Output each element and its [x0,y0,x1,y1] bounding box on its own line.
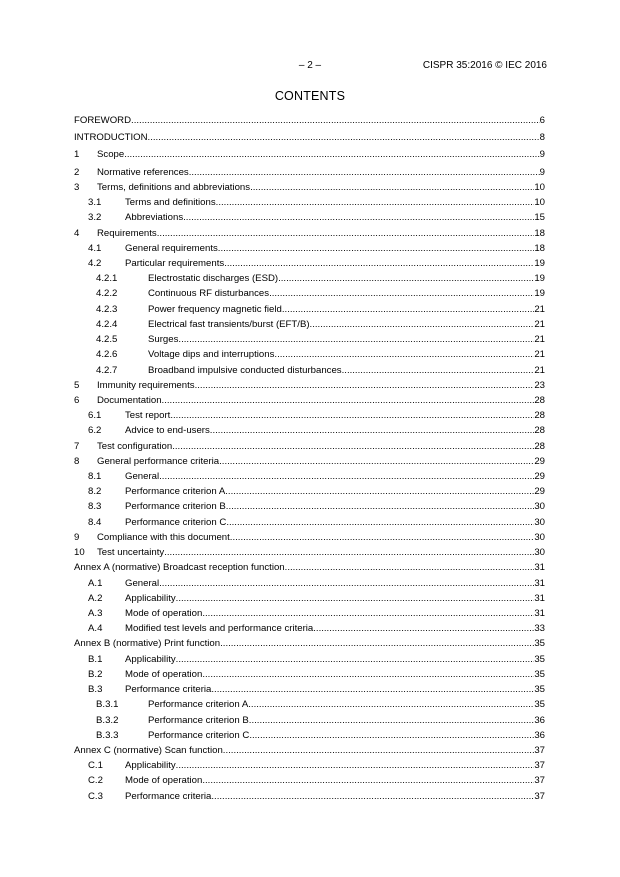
toc-entry-title: Annex A (normative) Broadcast reception function [74,562,285,574]
toc-entry[interactable] [74,113,545,128]
dot-leader [176,758,535,773]
toc-entry-title: Modified test levels and performance criteria [125,623,314,635]
toc-entry-page: 6 [539,115,545,126]
dot-leader [310,317,535,332]
toc-entry[interactable] [74,347,545,362]
dot-leader [223,743,535,758]
dot-leader [159,576,534,591]
dot-leader [176,591,535,606]
toc-entry-page: 18 [534,242,545,254]
toc-entry-number: 4.2.6 [96,349,118,361]
toc-entry[interactable] [74,271,545,286]
toc-entry-page: 19 [534,273,545,285]
toc-entry[interactable] [74,317,545,332]
dot-leader [157,226,535,241]
toc-entry[interactable] [74,165,545,180]
toc-entry-number: 4 [74,227,80,239]
toc-entry-title: Surges [148,334,179,346]
toc-entry-number: B.1 [88,653,103,665]
toc-entry-page: 21 [534,364,545,376]
toc-entry-page: 21 [534,349,545,361]
dot-leader [248,697,534,712]
dot-leader [170,408,534,423]
toc-entry-number: 5 [74,379,80,391]
toc-entry-page: 31 [534,577,545,589]
toc-entry[interactable] [74,363,545,378]
toc-entry-title: General requirements [125,242,218,254]
toc-entry-number: B.3.1 [96,699,119,711]
toc-entry-title: General [125,471,160,483]
toc-entry[interactable] [74,606,545,621]
toc-entry[interactable] [74,423,545,438]
toc-entry-number: 8.1 [88,471,102,483]
toc-entry-number: 4.2 [88,257,102,269]
toc-entry[interactable] [74,408,545,423]
toc-entry-page: 36 [534,729,545,741]
dot-leader [183,210,534,225]
toc-entry[interactable] [74,530,545,545]
toc-entry-number: A.3 [88,608,103,619]
toc-entry-title: Performance criterion A [148,699,249,711]
toc-entry[interactable] [74,743,545,758]
dot-leader [249,728,534,743]
toc-entry[interactable] [74,773,545,788]
toc-entry-page: 21 [534,318,545,330]
toc-entry-page: 31 [534,608,545,619]
standard-reference: CISPR 35:2016 © IEC 2016 [422,60,547,71]
toc-entry-number: 6.1 [88,410,102,422]
dot-leader [285,560,535,575]
dot-leader [220,636,534,651]
toc-entry-number: 8.4 [88,516,102,528]
toc-entry-page: 30 [534,531,545,543]
toc-entry-number: B.3.2 [96,714,119,726]
toc-entry-number: 4.2.7 [96,364,118,376]
toc-entry[interactable] [74,789,545,804]
toc-entry-title: INTRODUCTION [74,132,148,144]
toc-entry[interactable] [74,697,545,712]
dot-leader [342,363,535,378]
toc-entry-number: 8.3 [88,501,102,513]
toc-entry[interactable] [74,591,545,606]
toc-entry[interactable] [74,393,545,408]
dot-leader [164,545,534,560]
toc-entry[interactable] [74,545,545,560]
toc-entry-page: 10 [534,197,545,209]
toc-entry-title: Applicability [125,653,176,665]
toc-entry-title: Performance criterion B [125,501,226,513]
dot-leader [224,256,534,271]
toc-entry[interactable] [74,621,545,636]
toc-entry-number: B.3 [88,684,103,696]
toc-entry[interactable] [74,713,545,728]
toc-entry-number: 9 [74,531,80,543]
toc-entry-title: Annex B (normative) Print function [74,638,221,650]
toc-entry-page: 37 [534,790,545,802]
dot-leader [176,652,535,667]
toc-entry[interactable] [74,226,545,241]
toc-entry-title: Abbreviations [125,212,184,224]
dot-leader [230,530,535,545]
toc-entry-page: 36 [534,714,545,726]
toc-entry-page: 8 [539,132,545,144]
toc-entry-page: 30 [534,501,545,513]
toc-entry-page: 28 [534,394,545,406]
toc-entry-title: Electrical fast transients/burst (EFT/B) [148,318,310,330]
toc-entry-page: 37 [534,775,545,787]
toc-entry-page: 28 [534,425,545,437]
toc-entry-page: 37 [534,744,545,756]
toc-entry-number: A.1 [88,577,103,589]
toc-entry[interactable] [74,147,545,162]
dot-leader [218,241,535,256]
dot-leader [278,271,534,286]
toc-entry-title: Performance criteria [125,684,212,696]
toc-entry[interactable] [74,210,545,225]
toc-entry-page: 29 [534,486,545,498]
toc-entry-number: 4.2.2 [96,288,118,300]
toc-entry[interactable] [74,256,545,271]
toc-entry[interactable] [74,469,545,484]
toc-entry[interactable] [74,515,545,530]
dot-leader [124,147,539,162]
toc-entry[interactable] [74,454,545,469]
toc-entry-page: 30 [534,516,545,528]
toc-entry-page: 35 [534,684,545,696]
toc-entry-number: 4.2.1 [96,273,118,285]
toc-entry-page: 35 [534,668,545,680]
dot-leader [216,195,535,210]
toc-entry-number: C.1 [88,760,103,772]
toc-entry[interactable] [74,484,545,499]
toc-entry-page: 15 [534,212,545,224]
dot-leader [195,378,535,393]
toc-entry-title: Broadband impulsive conducted disturbances [148,364,342,376]
dot-leader [226,515,534,530]
toc-entry-page: 30 [534,547,545,559]
dot-leader [282,302,534,317]
toc-entry-title: Annex C (normative) Scan function [74,744,223,756]
dot-leader [274,347,534,362]
toc-entry-number: 10 [74,547,85,559]
toc-entry-page: 19 [534,257,545,269]
dot-leader [269,286,534,301]
toc-entry-title: Voltage dips and interruptions [148,349,275,361]
dot-leader [178,332,534,347]
toc-entry-title: Electrostatic discharges (ESD) [148,273,279,285]
toc-entry-title: Performance criterion B [148,714,249,726]
dot-leader [226,499,535,514]
toc-entry[interactable] [74,130,545,145]
toc-entry-title: Scope [97,149,125,161]
toc-entry-number: 3 [74,181,80,193]
toc-entry[interactable] [74,728,545,743]
dot-leader [313,621,534,636]
toc-entry[interactable] [74,378,545,393]
toc-entry-page: 35 [534,638,545,650]
dot-leader [249,713,535,728]
toc-entry-page: 31 [534,562,545,574]
toc-entry-title: Requirements [97,227,157,239]
dot-leader [210,423,535,438]
toc-entry-page: 23 [534,379,545,391]
dot-leader [202,606,534,621]
toc-entry-title: Test uncertainty [97,547,165,559]
toc-entry-number: 7 [74,440,80,452]
toc-entry-title: Test configuration [97,440,173,452]
toc-entry-page: 33 [534,623,545,635]
toc-entry-page: 9 [539,149,545,161]
toc-entry-number: 8.2 [88,486,102,498]
table-of-contents [74,113,545,804]
toc-entry-title: Terms, definitions and abbreviations [97,181,251,193]
toc-entry-title: Applicability [125,760,176,772]
dot-leader [211,682,534,697]
dot-leader [189,165,540,180]
toc-entry-page: 9 [539,166,545,178]
toc-entry-number: 8 [74,455,80,467]
toc-entry-number: B.2 [88,668,103,680]
toc-entry-title: FOREWORD [74,115,132,126]
toc-entry-page: 28 [534,410,545,422]
toc-entry[interactable] [74,576,545,591]
toc-entry-number: 3.1 [88,197,102,209]
dot-leader [159,469,534,484]
toc-entry-page: 18 [534,227,545,239]
toc-entry-number: C.3 [88,790,103,802]
toc-entry-number: 4.2.5 [96,334,118,346]
toc-entry-number: 1 [74,149,80,161]
toc-entry-title: Performance criterion C [148,729,250,741]
toc-entry-title: Continuous RF disturbances [148,288,270,300]
toc-entry-number: 4.2.4 [96,318,118,330]
dot-leader [172,439,534,454]
toc-entry-title: Performance criteria [125,790,212,802]
toc-entry[interactable] [74,241,545,256]
toc-entry[interactable] [74,302,545,317]
toc-entry-page: 21 [534,334,545,346]
toc-entry-title: Applicability [125,592,176,604]
toc-entry[interactable] [74,636,545,651]
toc-entry[interactable] [74,180,545,195]
toc-entry-page: 37 [534,760,545,772]
toc-entry-title: Power frequency magnetic field [148,303,282,315]
toc-entry[interactable] [74,758,545,773]
page-number: – 2 – [298,60,322,71]
toc-entry-title: Compliance with this document [97,531,230,543]
toc-entry-number: 4.1 [88,242,102,254]
toc-entry-number: B.3.3 [96,729,119,741]
toc-entry-page: 29 [534,455,545,467]
toc-entry-number: A.4 [88,623,103,635]
toc-entry-title: Immunity requirements [97,379,195,391]
toc-entry-number: 2 [74,166,80,178]
toc-entry-title: Normative references [97,166,189,178]
toc-entry-title: General performance criteria [97,455,220,467]
toc-entry-title: Advice to end-users [125,425,210,437]
dot-leader [131,113,540,128]
toc-entry-page: 19 [534,288,545,300]
toc-entry-title: Performance criterion A [125,486,226,498]
dot-leader [202,773,534,788]
contents-title: CONTENTS [274,89,346,103]
toc-entry-title: Mode of operation [125,668,203,680]
toc-entry-page: 35 [534,699,545,711]
toc-entry-number: 6 [74,394,80,406]
toc-entry-title: Performance criterion C [125,516,227,528]
toc-entry-title: Particular requirements [125,257,225,269]
toc-entry[interactable] [74,286,545,301]
dot-leader [225,484,534,499]
toc-entry-title: General [125,577,160,589]
toc-entry[interactable] [74,667,545,682]
toc-entry[interactable] [74,499,545,514]
toc-entry-number: A.2 [88,592,103,604]
toc-entry[interactable] [74,652,545,667]
dot-leader [219,454,534,469]
toc-entry-page: 31 [534,592,545,604]
dot-leader [162,393,535,408]
toc-entry-number: 3.2 [88,212,102,224]
toc-entry[interactable] [74,682,545,697]
dot-leader [202,667,534,682]
toc-entry-title: Terms and definitions [125,197,216,209]
toc-entry-number: 6.2 [88,425,102,437]
toc-entry-title: Mode of operation [125,775,203,787]
toc-entry-page: 35 [534,653,545,665]
toc-entry-title: Mode of operation [125,608,203,619]
toc-entry-page: 28 [534,440,545,452]
toc-entry-page: 29 [534,471,545,483]
dot-leader [211,789,534,804]
toc-entry[interactable] [74,195,545,210]
toc-entry[interactable] [74,560,545,575]
dot-leader [148,130,540,145]
dot-leader [250,180,534,195]
toc-entry-page: 10 [534,181,545,193]
toc-entry-title: Documentation [97,394,162,406]
toc-entry-number: C.2 [88,775,103,787]
toc-entry-page: 21 [534,303,545,315]
toc-entry-title: Test report [125,410,171,422]
toc-entry[interactable] [74,332,545,347]
toc-entry-number: 4.2.3 [96,303,118,315]
toc-entry[interactable] [74,439,545,454]
